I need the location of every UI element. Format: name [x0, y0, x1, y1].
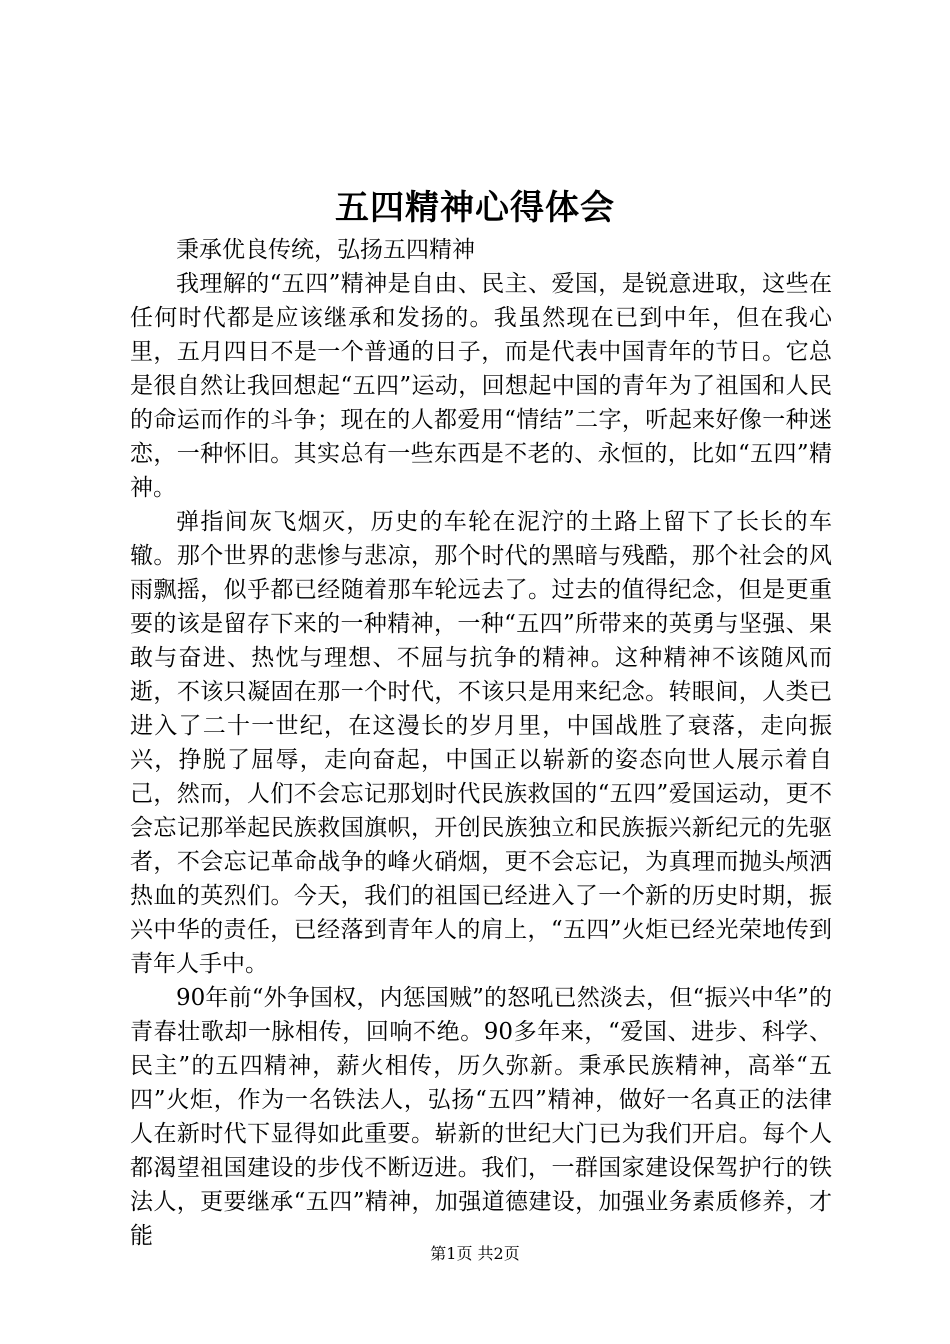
paragraph-2: 弹指间灰飞烟灭，历史的车轮在泥泞的土路上留下了长长的车辙。那个世界的悲惨与悲凉，那个时代的黑暗与残酷，那个社会的风雨飘摇，似乎都已经随着那车轮远去了。过去的值得纪念，但是更重要的该是留存下来的一种精神，一种“五四”所带来的英勇与坚强、果敢与奋进、热忱与理想、不屈与抗争的精神。这种精神不该随风而逝，不该只凝固在那一个时代，不该只是用来纪念。转眼间，人类已进入了二十一世纪，在这漫长的岁月里，中国战胜了衰落，走向振兴，挣脱了屈辱，走向奋起，中国正以崭新的姿态向世人展示着自己，然而，人们不会忘记那划时代民族救国的“五四”爱国运动，更不会忘记那举起民族救国旗帜，开创民族独立和民族振兴新纪元的先驱者，不会忘记革命战争的峰火硝烟，更不会忘记，为真理而抛头颅洒热血的英烈们。今天，我们的祖国已经进入了一个新的历史时期，振兴中华的责任，已经落到青年人的肩上，“五四”火炬已经光荣地传到青年人手中。 — [130, 509, 832, 977]
document-body — [130, 233, 832, 1253]
paragraph-3: 90年前“外争国权，内惩国贼”的怒吼已然淡去，但“振兴中华”的青春壮歌却一脉相传，回响不绝。90多年来，“爱国、进步、科学、民主”的五四精神，薪火相传，历久弥新。秉承民族精神，高举“五四”火炬，作为一名铁法人，弘扬“五四”精神，做好一名真正的法律人在新时代下显得如此重要。崭新的世纪大门已为我们开启。每个人都渴望祖国建设的步伐不断迈进。我们，一群国家建设保驾护行的铁法人，更要继承“五四”精神，加强道德建设，加强业务素质修养，才能 — [130, 985, 832, 1249]
document-subtitle: 秉承优良传统，弘扬五四精神 — [176, 237, 475, 263]
page-number-label: 第1页 共2页 — [430, 1244, 520, 1263]
page-footer — [0, 1244, 950, 1264]
document-title: 五四精神心得体会 — [335, 188, 615, 228]
paragraph-1: 我理解的“五四”精神是自由、民主、爱国，是锐意进取，这些在任何时代都是应该继承和发扬的。我虽然现在已到中年，但在我心里，五月四日不是一个普通的日子，而是代表中国青年的节日。它总是很自然让我回想起“五四”运动，回想起中国的青年为了祖国和人民的命运而作的斗争；现在的人都爱用“情结”二字，听起来好像一种迷恋，一种怀旧。其实总有一些东西是不老的、永恒的，比如“五四”精神。 — [130, 271, 832, 501]
